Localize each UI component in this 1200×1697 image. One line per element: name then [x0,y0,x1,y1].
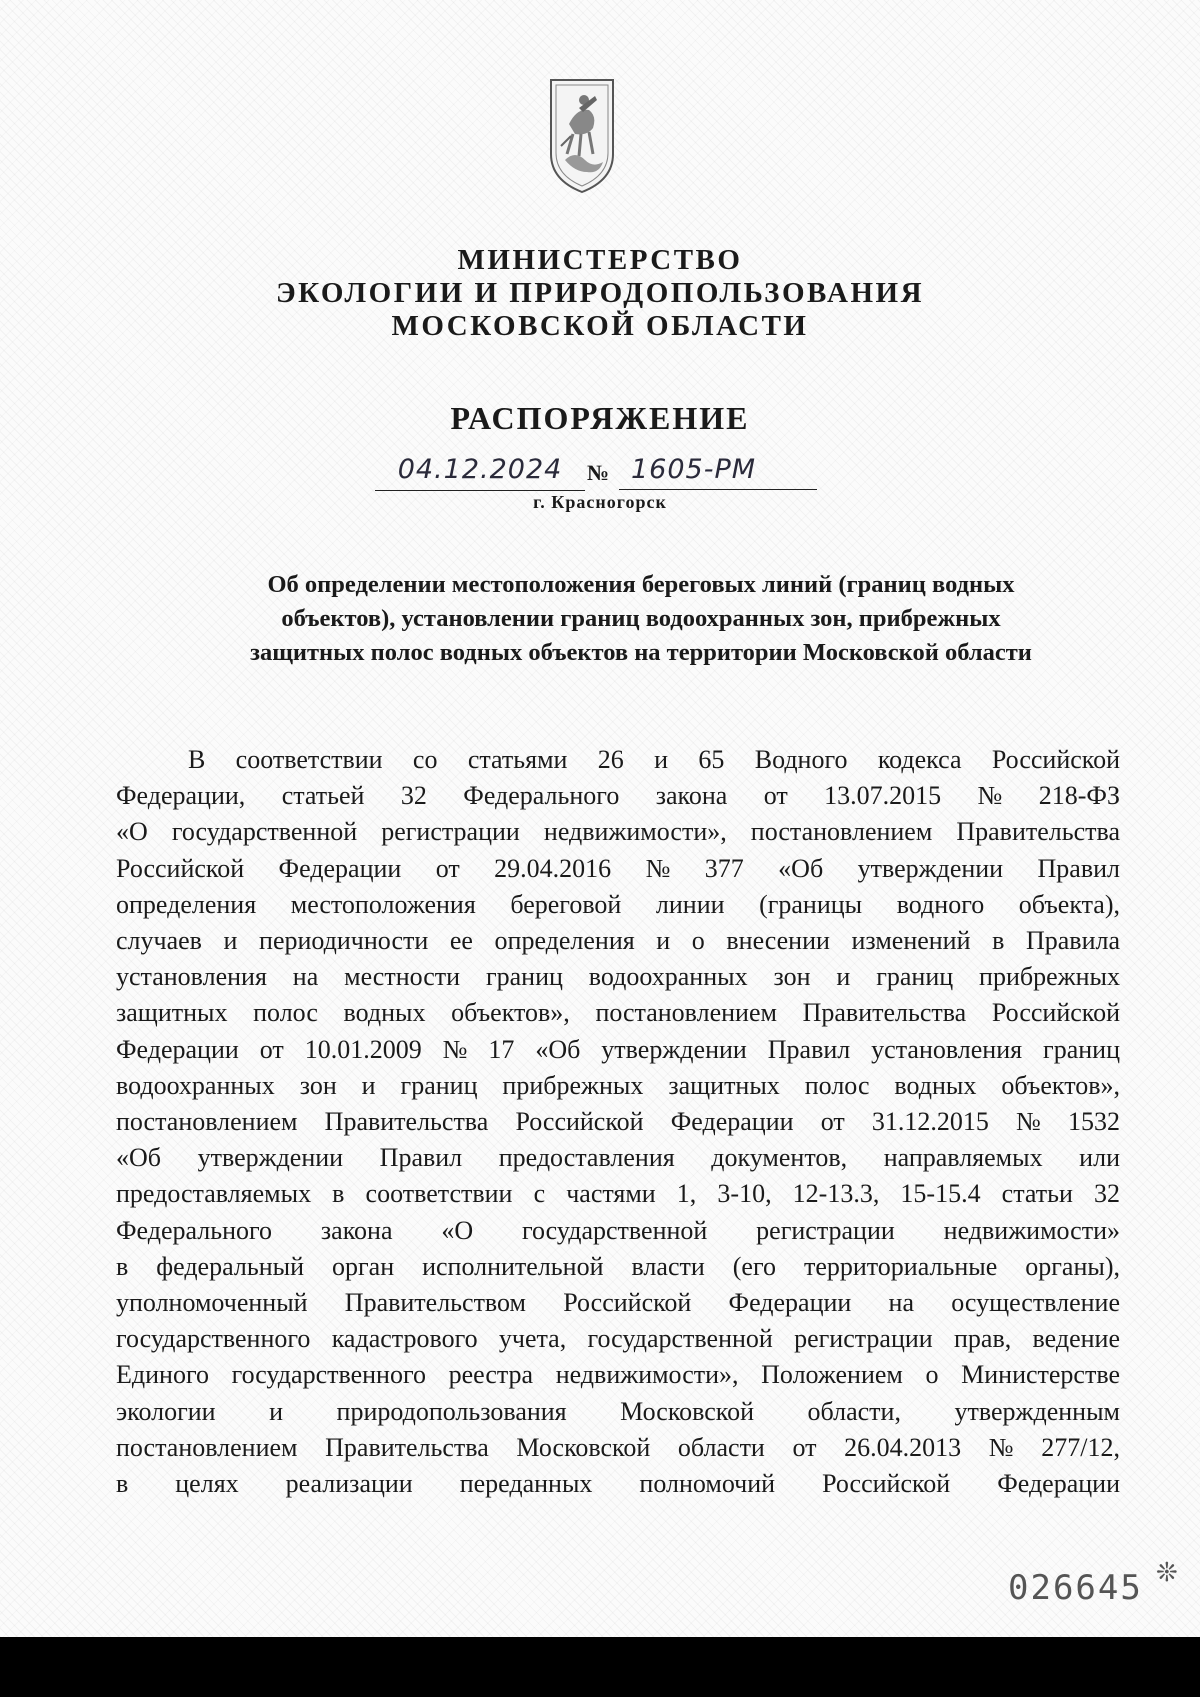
ministry-name [0,244,1200,343]
registration-line [375,452,817,492]
body-line: В соответствии со статьями 26 и 65 Водного кодекса Российской [188,745,1120,774]
serial-number: 026645 [1008,1568,1143,1608]
serial-mark-icon: ❊ [1156,1558,1178,1588]
body-line: постановлением Правительства Московской области от 26.04.2013 № 277/12, [116,1432,1120,1462]
document-number: 1605-РМ [619,452,817,490]
subject-line: Об определении местоположения береговых линий (границ водных [267,571,1015,598]
body-line: Российской Федерации от 29.04.2016 № 377 «Об утверждении Правил [116,853,1120,883]
body-line: экологии и природопользования Московской области, утвержденным [116,1396,1120,1426]
body-line: уполномоченный Правительством Российской Федерации на осуществление [116,1288,1120,1318]
document-body [116,742,1120,1502]
body-line: «Об утверждении Правил предоставления документов, направляемых или [116,1143,1120,1173]
subject-line: защитных полос водных объектов на территории Московской области [250,639,1032,666]
number-sign: № [587,460,610,485]
body-line: защитных полос водных объектов», постановлением Правительства Российской [116,998,1120,1028]
document-type: РАСПОРЯЖЕНИЕ [450,400,750,436]
body-line: водоохранных зон и границ прибрежных защитных полос водных объектов», [116,1070,1120,1100]
body-line: определения местоположения береговой линии (границы водного объекта), [116,889,1120,919]
body-line: государственного кадастрового учета, государственной регистрации прав, ведение [116,1324,1120,1354]
body-line: Федерального закона «О государственной регистрации недвижимости» [116,1215,1120,1245]
body-line: предоставляемых в соответствии с частями 1, 3-10, 12-13.3, 15-15.4 статьи 32 [116,1179,1120,1209]
body-line: постановлением Правительства Российской Федерации от 31.12.2015 № 1532 [116,1107,1120,1137]
body-line: Федерации от 10.01.2009 № 17 «Об утверждении Правил установления границ [116,1034,1120,1064]
body-line: в федеральный орган исполнительной власти (его территориальные органы), [116,1251,1120,1281]
body-line: «О государственной регистрации недвижимости», постановлением Правительства [116,817,1120,847]
body-line: установления на местности границ водоохранных зон и границ прибрежных [116,962,1120,992]
document-date: 04.12.2024 [375,452,585,491]
ministry-line-3: МОСКОВСКОЙ ОБЛАСТИ [391,310,809,342]
coat-of-arms-icon [547,76,617,196]
subject-line: объектов), установлении границ водоохранных зон, прибрежных [281,605,1001,632]
body-line: Федерации, статьей 32 Федерального закона от 13.07.2015 № 218-ФЗ [116,781,1120,811]
document-city: г. Красногорск [533,492,667,512]
ministry-line-1: МИНИСТЕРСТВО [457,244,743,276]
body-line: случаев и периодичности ее определения и о внесении изменений в Правила [116,926,1120,956]
scan-border [0,1637,1200,1697]
ministry-line-2: ЭКОЛОГИИ И ПРИРОДОПОЛЬЗОВАНИЯ [275,277,925,309]
body-line: Единого государственного реестра недвижимости», Положением о Министерстве [116,1360,1120,1390]
document-subject [180,568,1102,670]
body-line: в целях реализации переданных полномочий Российской Федерации [116,1469,1120,1499]
